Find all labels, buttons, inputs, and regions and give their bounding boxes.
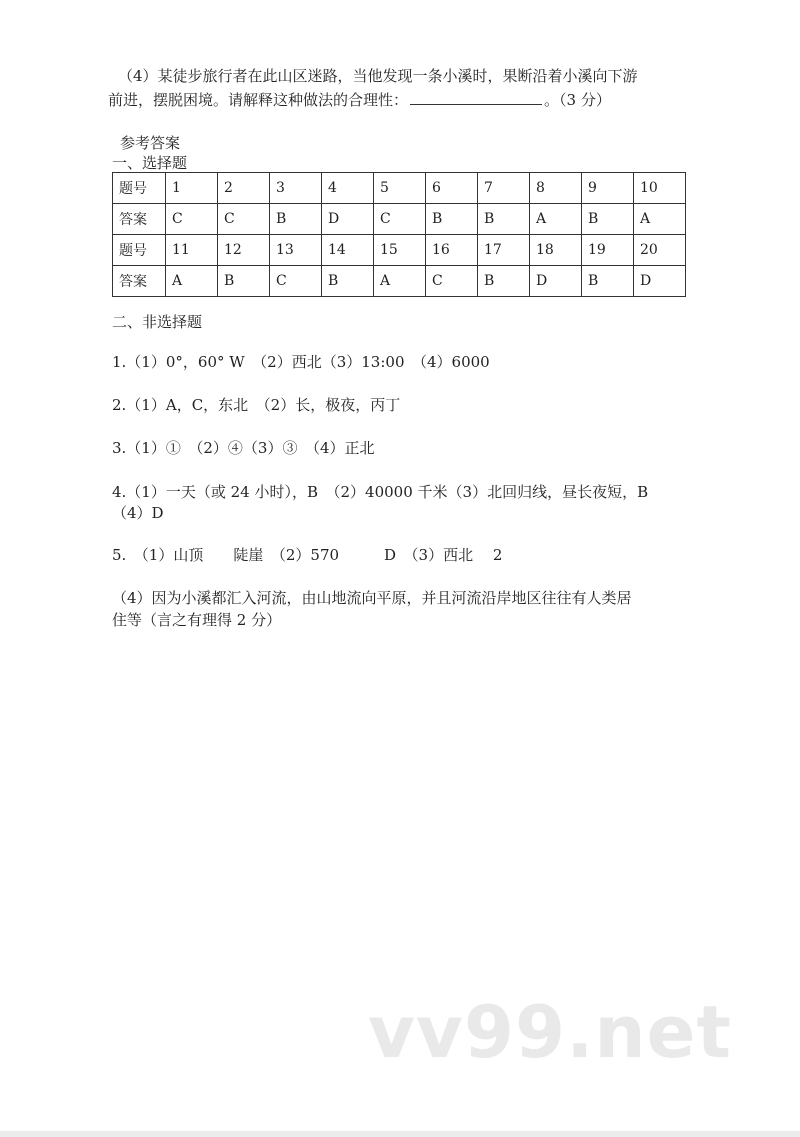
table-cell: B: [478, 266, 530, 297]
table-cell: C: [166, 204, 218, 235]
table-row: [113, 204, 686, 235]
table-cell: 7: [478, 173, 530, 204]
page-bottom-edge: [0, 1131, 800, 1137]
table-cell: 4: [322, 173, 374, 204]
table-cell: 5: [374, 173, 426, 204]
question-4-line-1: （4）某徒步旅行者在此山区迷路，当他发现一条小溪时，果断沿着小溪向下游: [118, 67, 638, 85]
table-cell: 8: [530, 173, 582, 204]
table-cell: 1: [166, 173, 218, 204]
table-cell: 15: [374, 235, 426, 266]
table-cell: 16: [426, 235, 478, 266]
table-cell: 12: [218, 235, 270, 266]
table-cell: B: [478, 204, 530, 235]
table-cell: B: [426, 204, 478, 235]
table-row-header: 题号: [113, 173, 166, 204]
table-cell: 17: [478, 235, 530, 266]
table-cell: C: [218, 204, 270, 235]
answer-2: 2.（1）A，C，东北 （2）长，极夜，丙丁: [112, 396, 401, 414]
section-2-title: 二、非选择题: [112, 313, 203, 331]
table-row-header: 答案: [113, 204, 166, 235]
answer-4-line-2: （4）D: [112, 504, 164, 522]
answer-3: 3.（1）① （2）④（3）③ （4）正北: [112, 439, 375, 457]
table-row: [113, 173, 686, 204]
table-cell: C: [426, 266, 478, 297]
answer-key-title: 参考答案: [120, 134, 181, 152]
answer-blank: [410, 90, 542, 105]
table-cell: 18: [530, 235, 582, 266]
table-cell: 14: [322, 235, 374, 266]
table-cell: B: [322, 266, 374, 297]
answer-5-part-4-line-2: 住等（言之有理得 2 分）: [112, 611, 282, 629]
table-cell: 6: [426, 173, 478, 204]
table-row: [113, 266, 686, 297]
table-cell: B: [218, 266, 270, 297]
table-cell: D: [322, 204, 374, 235]
table-cell: 10: [634, 173, 686, 204]
table-cell: A: [634, 204, 686, 235]
watermark: vv99.net: [368, 990, 732, 1074]
section-1-title: 一、选择题: [112, 154, 188, 172]
table-cell: 13: [270, 235, 322, 266]
table-cell: 9: [582, 173, 634, 204]
table-cell: B: [582, 266, 634, 297]
table-row-header: 答案: [113, 266, 166, 297]
table-cell: A: [374, 266, 426, 297]
table-cell: 2: [218, 173, 270, 204]
table-cell: 11: [166, 235, 218, 266]
answer-5: 5. （1）山顶 陡崖 （2）570 D （3）西北 2: [112, 546, 503, 564]
answer-1: 1.（1）0°，60° W （2）西北（3）13:00 （4）6000: [112, 353, 490, 371]
table-cell: A: [530, 204, 582, 235]
table-cell: B: [582, 204, 634, 235]
question-4-prompt: 前进，摆脱困境。请解释这种做法的合理性：: [108, 91, 409, 109]
table-cell: B: [270, 204, 322, 235]
question-4-points: 。（3 分）: [544, 91, 611, 109]
table-cell: 3: [270, 173, 322, 204]
question-4-line-2: [108, 90, 611, 110]
table-row-header: 题号: [113, 235, 166, 266]
table-cell: C: [270, 266, 322, 297]
answer-5-part-4-line-1: （4）因为小溪都汇入河流，由山地流向平原，并且河流沿岸地区往往有人类居: [112, 589, 632, 607]
answer-4-line-1: 4.（1）一天（或 24 小时），B （2）40000 千米（3）北回归线，昼长夜短，B: [112, 483, 649, 501]
table-cell: 20: [634, 235, 686, 266]
table-cell: C: [374, 204, 426, 235]
multiple-choice-answer-table: [112, 172, 686, 297]
table-cell: D: [634, 266, 686, 297]
table-cell: D: [530, 266, 582, 297]
table-cell: 19: [582, 235, 634, 266]
table-row: [113, 235, 686, 266]
table-cell: A: [166, 266, 218, 297]
